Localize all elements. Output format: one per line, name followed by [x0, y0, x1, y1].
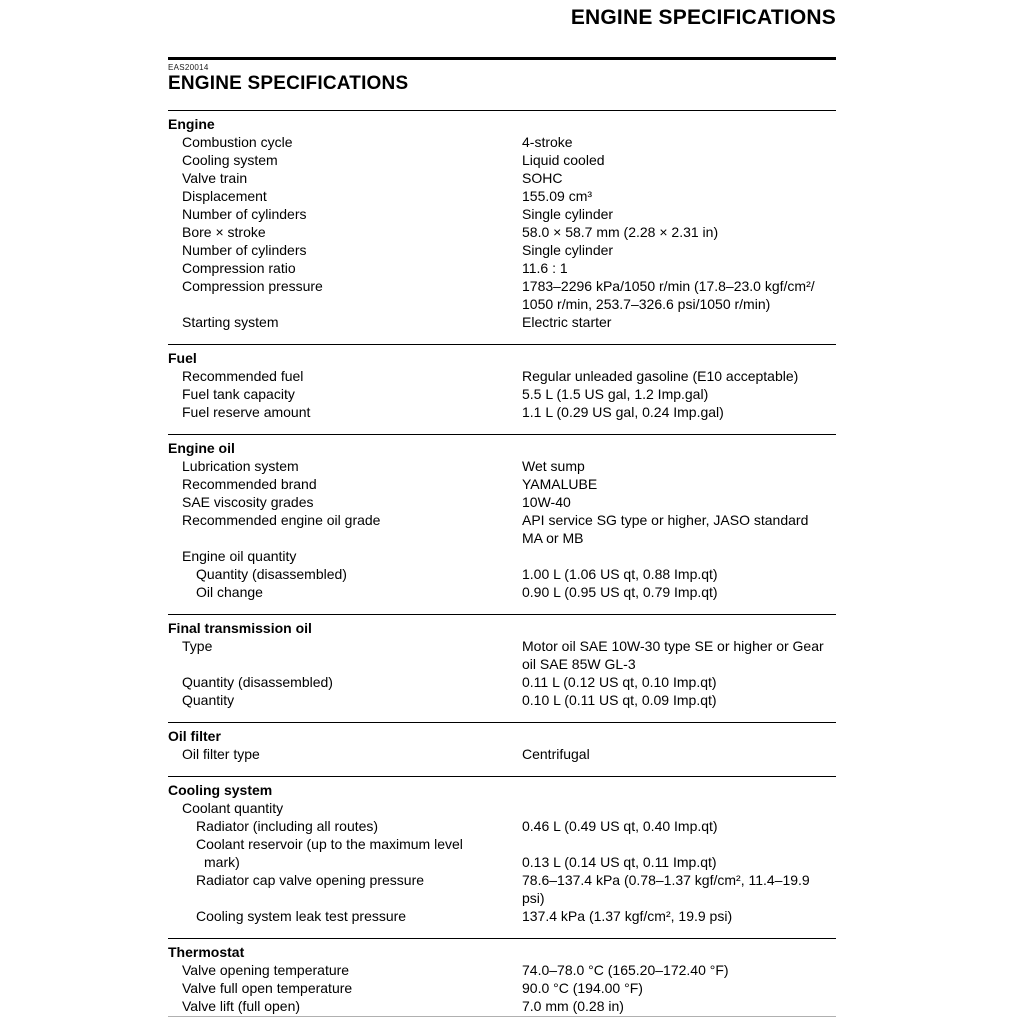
spec-row: [168, 907, 836, 925]
spec-value-line: MA or MB: [522, 530, 584, 546]
spec-label-line: Radiator (including all routes): [196, 818, 379, 834]
spec-label: [168, 871, 522, 889]
spec-value-line: 0.10 L (0.11 US qt, 0.09 Imp.qt): [522, 692, 717, 708]
spec-value-line: 0.90 L (0.95 US qt, 0.79 Imp.qt): [522, 584, 718, 600]
spec-label: [168, 277, 522, 295]
spec-label-line: Displacement: [182, 188, 267, 204]
spec-value: [522, 565, 836, 583]
spec-value-line: API service SG type or higher, JASO standard: [522, 512, 809, 528]
spec-row: [168, 979, 836, 997]
section-heading: Engine: [168, 116, 215, 132]
spec-row: [168, 673, 836, 691]
spec-value-line: 1.1 L (0.29 US gal, 0.24 Imp.gal): [522, 404, 724, 420]
spec-label: [168, 583, 522, 601]
spec-label-line: Coolant reservoir (up to the maximum level: [196, 836, 463, 852]
spec-value: [522, 169, 836, 187]
spec-value: [522, 907, 836, 925]
spec-value: [522, 997, 836, 1015]
spec-row: [168, 169, 836, 187]
spec-label-line: Starting system: [182, 314, 279, 330]
spec-label: [168, 673, 522, 691]
spec-section: [168, 110, 836, 344]
spec-row: [168, 817, 836, 835]
spec-value-line: 1783–2296 kPa/1050 r/min (17.8–23.0 kgf/cm²/: [522, 278, 815, 294]
spec-label: [168, 835, 522, 871]
spec-label: [168, 511, 522, 529]
spec-value: [522, 745, 836, 763]
spec-value: [522, 277, 836, 313]
spec-row: [168, 565, 836, 583]
spec-value: [522, 961, 836, 979]
spec-row: [168, 205, 836, 223]
spec-label: [168, 259, 522, 277]
spec-label-line: Engine oil quantity: [182, 548, 297, 564]
spec-label-line: Valve opening temperature: [182, 962, 350, 978]
spec-row: [168, 133, 836, 151]
spec-label-line: Recommended engine oil grade: [182, 512, 381, 528]
spec-row: [168, 997, 836, 1015]
spec-label: [168, 385, 522, 403]
spec-label: [168, 799, 522, 817]
spec-label: [168, 205, 522, 223]
spec-section: [168, 434, 836, 614]
spec-label-line: Lubrication system: [182, 458, 299, 474]
spec-value: [522, 853, 836, 871]
spec-label: [168, 493, 522, 511]
spec-row: [168, 961, 836, 979]
spec-label-line: mark): [204, 854, 240, 870]
spec-label: [168, 241, 522, 259]
spec-label: [168, 169, 522, 187]
spec-label-line: Recommended fuel: [182, 368, 304, 384]
spec-row: [168, 835, 836, 871]
spec-label-line: Number of cylinders: [182, 206, 307, 222]
spec-label-line: Coolant quantity: [182, 800, 284, 816]
section-heading: Oil filter: [168, 728, 221, 744]
spec-label-line: Valve full open temperature: [182, 980, 353, 996]
spec-value-line: 4-stroke: [522, 134, 573, 150]
spec-label: [168, 907, 522, 925]
spec-label-line: Valve train: [182, 170, 248, 186]
spec-row: [168, 223, 836, 241]
spec-row: [168, 457, 836, 475]
spec-label-line: Type: [182, 638, 213, 654]
spec-row: [168, 799, 836, 817]
spec-row: [168, 277, 836, 313]
spec-row: [168, 583, 836, 601]
spec-value-line: Wet sump: [522, 458, 585, 474]
spec-section: [168, 344, 836, 434]
spec-value: [522, 223, 836, 241]
spec-value-line: 155.09 cm³: [522, 188, 593, 204]
spec-value: [522, 511, 836, 547]
spec-value-line: YAMALUBE: [522, 476, 598, 492]
spec-value-line: psi): [522, 890, 545, 906]
spec-label-line: Bore × stroke: [182, 224, 266, 240]
section-heading: Final transmission oil: [168, 620, 312, 636]
running-header: ENGINE SPECIFICATIONS: [570, 6, 836, 29]
spec-label-line: Valve lift (full open): [182, 998, 301, 1014]
spec-label-line: Fuel reserve amount: [182, 404, 311, 420]
spec-label: [168, 817, 522, 835]
spec-value-line: 11.6 : 1: [522, 260, 568, 276]
spec-label: [168, 565, 522, 583]
spec-row: [168, 547, 836, 565]
spec-row: [168, 259, 836, 277]
spec-label-line: Fuel tank capacity: [182, 386, 295, 402]
spec-label: [168, 151, 522, 169]
spec-value: [522, 583, 836, 601]
spec-row: [168, 871, 836, 907]
spec-value-line: 1.00 L (1.06 US qt, 0.88 Imp.qt): [522, 566, 718, 582]
spec-value: [522, 385, 836, 403]
spec-value: [522, 637, 836, 673]
spec-value: [522, 457, 836, 475]
spec-value: [522, 979, 836, 997]
spec-value-line: 10W-40: [522, 494, 571, 510]
spec-label-line: Compression ratio: [182, 260, 296, 276]
spec-value-line: 90.0 °C (194.00 °F): [522, 980, 643, 996]
spec-value-line: 0.13 L (0.14 US qt, 0.11 Imp.qt): [522, 854, 717, 870]
spec-value-line: SOHC: [522, 170, 563, 186]
spec-row: [168, 151, 836, 169]
spec-row: [168, 511, 836, 547]
spec-section: [168, 776, 836, 938]
spec-row: [168, 385, 836, 403]
spec-value-line: 0.46 L (0.49 US qt, 0.40 Imp.qt): [522, 818, 718, 834]
spec-label: [168, 475, 522, 493]
spec-row: [168, 691, 836, 709]
spec-label: [168, 745, 522, 763]
spec-row: [168, 313, 836, 331]
spec-value: [522, 871, 836, 907]
spec-row: [168, 403, 836, 421]
spec-value-line: 1050 r/min, 253.7–326.6 psi/1050 r/min): [522, 296, 771, 312]
section-heading: Engine oil: [168, 440, 235, 456]
spec-label: [168, 997, 522, 1015]
page-content: [168, 0, 836, 1024]
section-heading: Fuel: [168, 350, 197, 366]
spec-label: [168, 547, 522, 565]
spec-row: [168, 493, 836, 511]
spec-sections: [168, 110, 836, 1024]
spec-value-line: Electric starter: [522, 314, 612, 330]
section-heading: Thermostat: [168, 944, 245, 960]
spec-label: [168, 187, 522, 205]
spec-label: [168, 133, 522, 151]
spec-value: [522, 313, 836, 331]
spec-row: [168, 241, 836, 259]
spec-label-line: Oil filter type: [182, 746, 260, 762]
spec-value-line: oil SAE 85W GL-3: [522, 656, 636, 672]
spec-label: [168, 457, 522, 475]
spec-label-line: Combustion cycle: [182, 134, 293, 150]
spec-label: [168, 979, 522, 997]
page-title: ENGINE SPECIFICATIONS: [168, 73, 409, 94]
spec-value-line: 7.0 mm (0.28 in): [522, 998, 624, 1014]
spec-value: [522, 673, 836, 691]
spec-label: [168, 403, 522, 421]
spec-row: [168, 637, 836, 673]
spec-section: [168, 722, 836, 776]
spec-label: [168, 637, 522, 655]
spec-value: [522, 403, 836, 421]
spec-label: [168, 223, 522, 241]
spec-label: [168, 691, 522, 709]
section-heading: Cooling system: [168, 782, 273, 798]
spec-label-line: Quantity (disassembled): [182, 674, 333, 690]
spec-value-line: Single cylinder: [522, 242, 614, 258]
spec-value-line: 74.0–78.0 °C (165.20–172.40 °F): [522, 962, 729, 978]
section-code: EAS20014: [168, 63, 209, 72]
spec-value: [522, 151, 836, 169]
spec-label-line: Recommended brand: [182, 476, 317, 492]
spec-section: [168, 938, 836, 1024]
spec-label-line: Cooling system: [182, 152, 278, 168]
spec-value: [522, 817, 836, 835]
header-rule: [168, 57, 836, 60]
spec-label: [168, 367, 522, 385]
spec-row: [168, 475, 836, 493]
spec-label-line: Radiator cap valve opening pressure: [196, 872, 425, 888]
spec-value: [522, 475, 836, 493]
spec-value-line: Single cylinder: [522, 206, 614, 222]
spec-value-line: Liquid cooled: [522, 152, 605, 168]
spec-value-line: 5.5 L (1.5 US gal, 1.2 Imp.gal): [522, 386, 709, 402]
spec-value-line: Motor oil SAE 10W-30 type SE or higher or Gear: [522, 638, 824, 654]
spec-label: [168, 961, 522, 979]
spec-label-line: Oil change: [196, 584, 263, 600]
spec-value-line: 78.6–137.4 kPa (0.78–1.37 kgf/cm², 11.4–19.9: [522, 872, 810, 888]
spec-label-line: Quantity (disassembled): [196, 566, 347, 582]
spec-value: [522, 493, 836, 511]
spec-value: [522, 367, 836, 385]
spec-label-line: Number of cylinders: [182, 242, 307, 258]
spec-value-line: 0.11 L (0.12 US qt, 0.10 Imp.qt): [522, 674, 717, 690]
spec-value-line: Centrifugal: [522, 746, 590, 762]
spec-value: [522, 187, 836, 205]
spec-value-line: Regular unleaded gasoline (E10 acceptable): [522, 368, 799, 384]
spec-value: [522, 241, 836, 259]
spec-label: [168, 313, 522, 331]
spec-value: [522, 691, 836, 709]
spec-label-line: Quantity: [182, 692, 235, 708]
spec-section: [168, 614, 836, 722]
spec-value: [522, 133, 836, 151]
spec-label-line: Compression pressure: [182, 278, 323, 294]
spec-value-line: 137.4 kPa (1.37 kgf/cm², 19.9 psi): [522, 908, 733, 924]
spec-value: [522, 205, 836, 223]
spec-label-line: Cooling system leak test pressure: [196, 908, 407, 924]
spec-value: [522, 259, 836, 277]
spec-row: [168, 187, 836, 205]
spec-row: [168, 745, 836, 763]
spec-label-line: SAE viscosity grades: [182, 494, 314, 510]
page-bottom-rule: [168, 1016, 836, 1017]
spec-value-line: 58.0 × 58.7 mm (2.28 × 2.31 in): [522, 224, 719, 240]
spec-row: [168, 367, 836, 385]
